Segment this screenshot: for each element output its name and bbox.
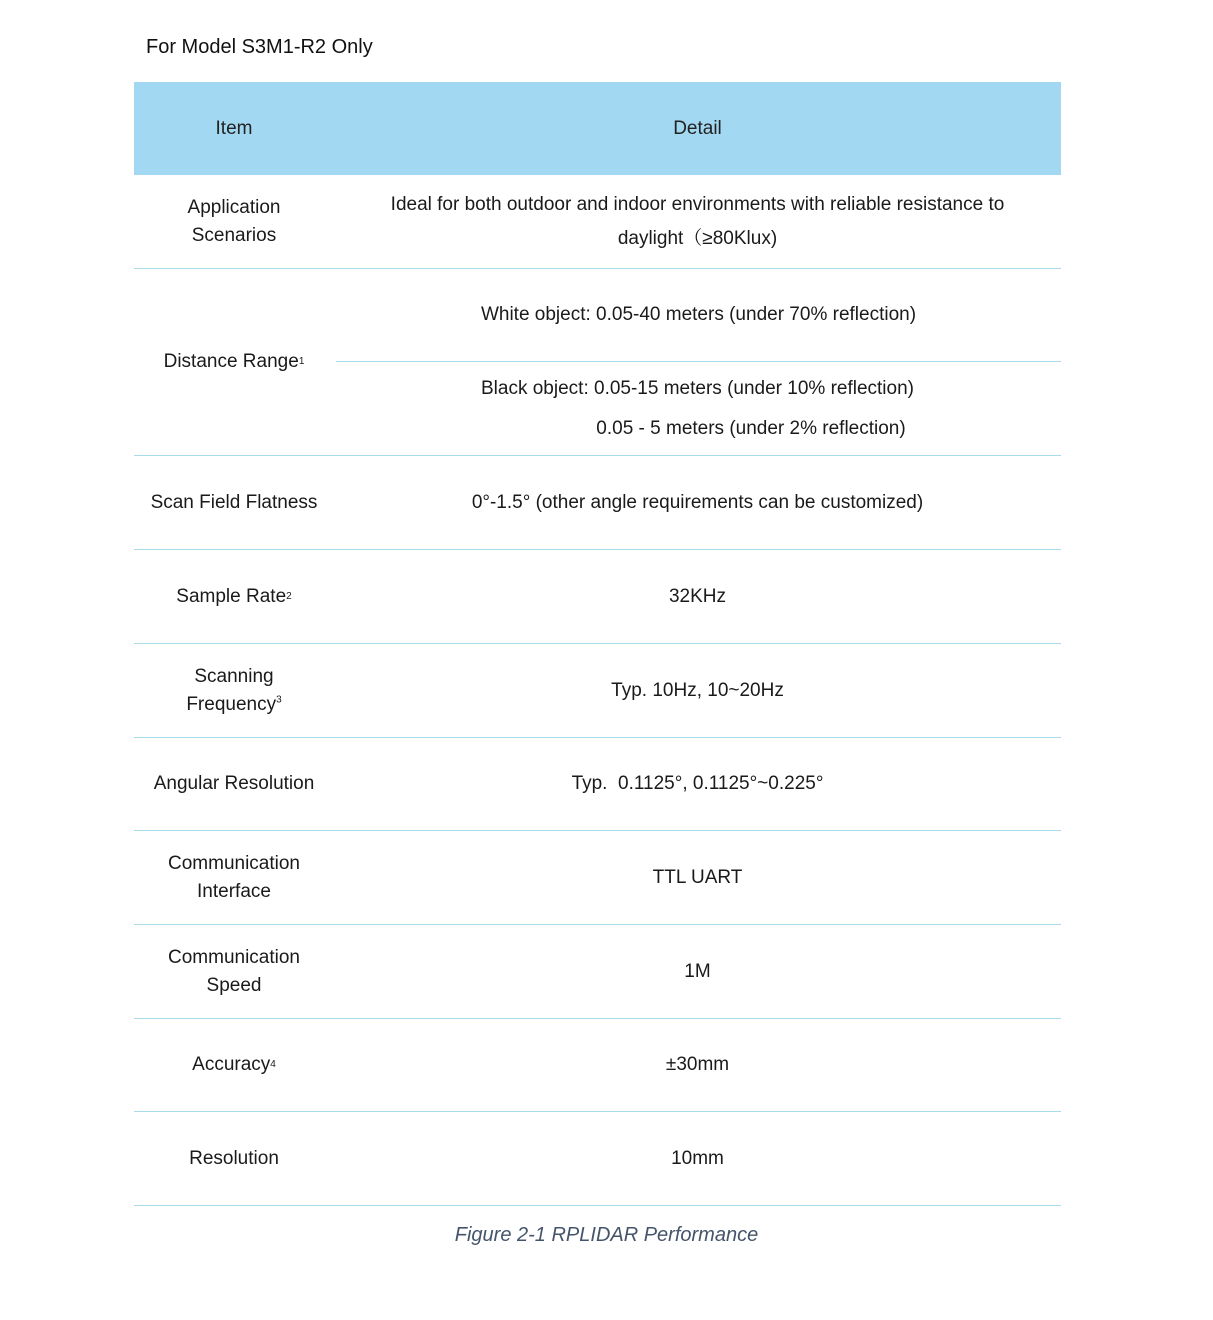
item-accuracy: Accuracy 4 xyxy=(134,1019,334,1111)
item-distance-label: Distance Range xyxy=(163,351,299,372)
item-angular-resolution: Angular Resolution xyxy=(153,773,315,794)
table-row-flatness xyxy=(134,456,1061,550)
detail-accuracy: ±30mm xyxy=(665,1054,730,1075)
item-sample-rate-label: Sample Rate xyxy=(176,585,287,607)
item-comm-speed-line2: Speed xyxy=(206,974,262,996)
item-distance: Distance Range 1 xyxy=(134,269,334,455)
table-row-application xyxy=(134,175,1061,269)
item-application-line1: Application xyxy=(187,196,281,218)
detail-scanning-frequency: Typ. 10Hz, 10~20Hz xyxy=(611,679,784,701)
detail-comm-speed: 1M xyxy=(684,960,711,982)
item-comm-speed xyxy=(134,925,334,1018)
detail-distance-black-line2: 0.05 - 5 meters (under 2% reflection) xyxy=(596,417,906,439)
item-comm-interface xyxy=(134,831,334,924)
table-row-accuracy xyxy=(134,1019,1061,1112)
item-scanning-frequency xyxy=(134,644,334,737)
detail-application-line1: Ideal for both outdoor and indoor environments with reliable resistance to xyxy=(390,193,1005,215)
table-row-comm-speed xyxy=(134,925,1061,1019)
item-comm-interface-line2: Interface xyxy=(197,880,271,902)
detail-distance-white: White object: 0.05-40 meters (under 70% reflection) xyxy=(336,269,1061,362)
detail-flatness: 0°-1.5° (other angle requirements can be customized) xyxy=(471,491,924,513)
table-header-row xyxy=(134,82,1061,175)
item-comm-interface-line1: Communication xyxy=(168,852,300,874)
item-accuracy-label: Accuracy xyxy=(192,1054,271,1075)
table-row-resolution xyxy=(134,1112,1061,1206)
header-item: Item xyxy=(215,117,253,139)
detail-resolution: 10mm xyxy=(671,1147,724,1169)
detail-distance-black xyxy=(334,362,1061,455)
table-row-comm-interface xyxy=(134,831,1061,925)
table-row-sample-rate xyxy=(134,550,1061,644)
item-resolution: Resolution xyxy=(189,1147,279,1169)
detail-sample-rate: 32KHz xyxy=(668,585,727,607)
item-sample-rate: Sample Rate 2 xyxy=(134,550,334,643)
performance-table xyxy=(134,82,1061,1206)
figure-caption: Figure 2-1 RPLIDAR Performance xyxy=(454,1224,759,1246)
detail-comm-interface: TTL UART xyxy=(652,866,743,888)
detail-angular-resolution: Typ. 0.1125°, 0.1125°~0.225° xyxy=(571,773,824,794)
footnote-marker: 3 xyxy=(276,694,282,706)
item-application-line2: Scenarios xyxy=(191,224,277,246)
item-scanning-frequency-line2: Frequency xyxy=(186,693,277,715)
item-application xyxy=(134,175,334,268)
item-comm-speed-line1: Communication xyxy=(168,946,300,968)
detail-application-line2: daylight（≥80Klux) xyxy=(617,227,778,249)
table-row-distance xyxy=(134,269,1061,456)
detail-distance xyxy=(334,269,1061,455)
detail-application xyxy=(334,175,1061,268)
item-scanning-frequency-line1: Scanning xyxy=(194,665,274,687)
detail-distance-black-line1: Black object: 0.05-15 meters (under 10% reflection) xyxy=(481,377,914,399)
section-heading: For Model S3M1-R2 Only xyxy=(146,36,373,58)
table-row-angular-resolution xyxy=(134,738,1061,831)
table-row-scanning-frequency xyxy=(134,644,1061,738)
item-flatness: Scan Field Flatness xyxy=(150,491,318,513)
header-detail: Detail xyxy=(673,117,722,139)
